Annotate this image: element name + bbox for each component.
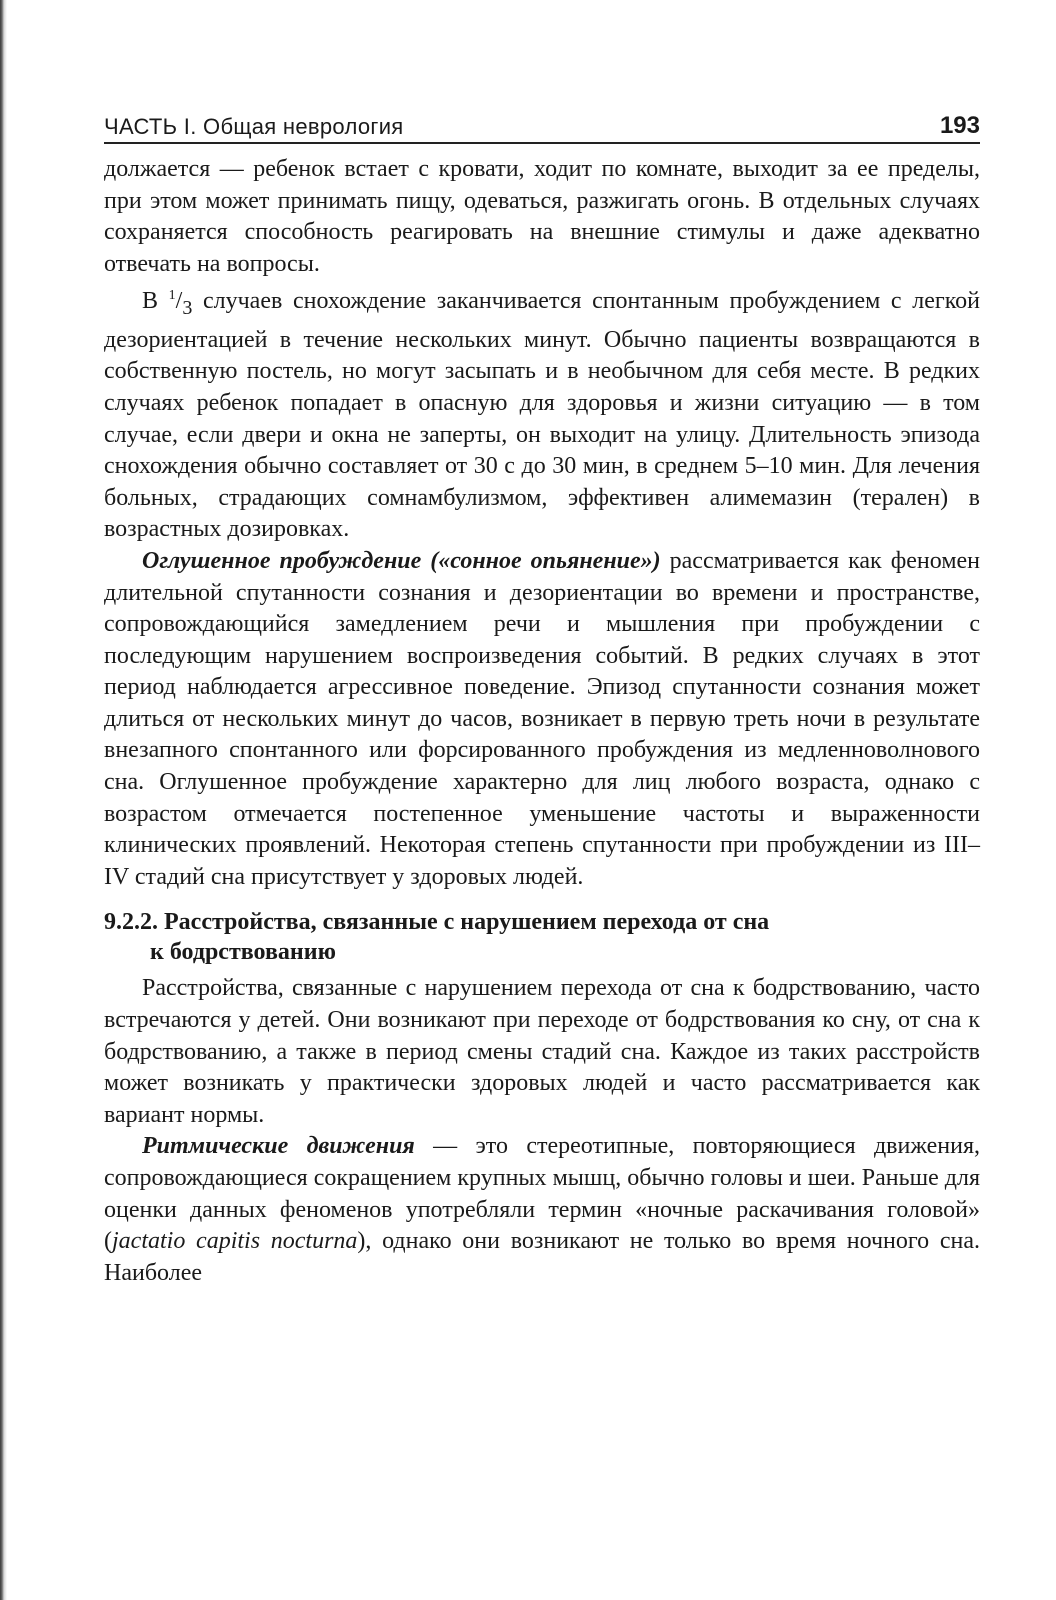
paragraph-confusional-arousal — [104, 546, 980, 894]
term-confusional-arousal: Оглушенное пробуждение («сонное опьянение») — [142, 547, 661, 574]
paragraph-text: Расстройства, связанные с нарушением перехода от сна к бодрствованию, часто встречаются у детей. Они возникают при переходе от бодрствования ко сну, от сна к бодрствованию, а также в период смены стадий сна. Каждое из таких расстройств может возникать у практически здоровых людей и часто рассматривается как вариант нормы. — [104, 975, 980, 1128]
paragraph-text: рассматривается как феномен длительной спутанности сознания и дезориентации во времени и пространстве, сопровождающийся замедлением речи и мышления при пробуждении с последующим нарушением воспроизведения событий. В редких случаях в этот период наблюдается агрессивное поведение. Эпизод спутанности сознания может длиться от нескольких минут до часов, возникает в первую треть ночи в результате внезапного спонтанного или форсированного пробуждения из медленноволнового сна. Оглушенное пробуждение характерно для лиц любого возраста, однако с возрастом отмечается постепенное уменьшение частоты и выраженности клинических проявлений. Некоторая степень спутанности при пробуждении из III–IV стадий сна присутствует у здоровых людей. — [104, 547, 980, 890]
fraction-denominator: 3 — [182, 297, 193, 320]
scan-edge-shadow — [0, 0, 7, 1600]
fraction-numerator: 1 — [168, 288, 176, 304]
paragraph-text: — это стереотипные, повторяющиеся движения, сопровождающиеся сокращением крупных мышц, обычно головы и шеи. Раньше для оценки данных феноменов употребляли термин «ночные раскачивания головой» ( — [104, 1133, 980, 1255]
paragraph-text: ), однако они возникают не только во время ночного сна. Наиболее — [104, 1228, 981, 1286]
paragraph-rhythmic-movements — [104, 1131, 980, 1289]
paragraph-text: случаев снохождение заканчивается спонтанным пробуждением с легкой дезориентацией в течение нескольких минут. Обычно пациенты возвращаются в собственную постель, но могут засыпать и в необычном для себя месте. В редких случаях ребенок попадает в опасную для здоровья и жизни ситуацию — в том случае, если двери и окна не заперты, он выходит на улицу. Длительность эпизода снохождения обычно составляет от 30 с до 30 мин, в среднем 5–10 мин. Для лечения больных, страдающих сомнамбулизмом, эффективен алимемазин (терален) в возрастных дозировках. — [104, 288, 980, 543]
paragraph-sleepwalking-outcome: В $^1/_3$ случаев снохождение заканчивается спонтанным пробуждением с легкой дезориентацией в течение нескольких минут. Обычно пациенты возвращаются в собственную постель, но могут засыпать и в необычном для себя месте. В редких случаях ребенок попадает в опасную для здоровья и жизни ситуацию — в том случае, если двери и окна не заперты, он выходит на улицу. Длительность эпизода снохождения обычно составляет от 30 с до 30 мин, в среднем 5–10 мин. Для лечения больных, страдающих сомнамбулизмом, эффективен алимемазин (терален) в возрастных дозировках. — [104, 288, 980, 543]
term-rhythmic-movements: Ритмические движения — [142, 1133, 415, 1160]
paragraph-text: В — [142, 288, 169, 315]
heading-line-1: 9.2.2. Расстройства, связанные с нарушением перехода от сна — [104, 909, 770, 936]
section-title: ЧАСТЬ I. Общая неврология — [104, 114, 404, 139]
section-heading — [104, 907, 980, 967]
paragraph-transition-disorders — [104, 973, 980, 1131]
body-text — [104, 154, 980, 1289]
latin-term: jactatio capitis nocturna — [112, 1228, 358, 1255]
heading-line-2: к бодрствованию — [150, 939, 336, 966]
running-header — [104, 106, 980, 144]
book-page — [104, 106, 980, 1289]
paragraph-text: должается — ребенок встает с кровати, ходит по комнате, выходит за ее пределы, при этом может принимать пищу, одеваться, разжигать огонь. В отдельных случаях сохраняется способность реагировать на внешние стимулы и даже адекватно отвечать на вопросы. — [104, 156, 980, 277]
page-number: 193 — [939, 112, 980, 139]
paragraph-continuation — [104, 154, 980, 280]
